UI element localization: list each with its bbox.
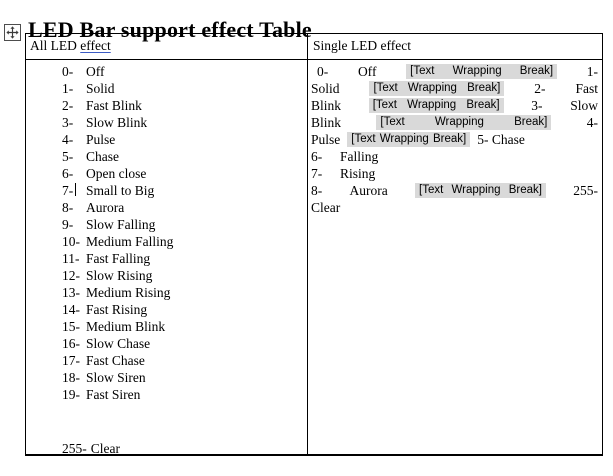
effect-list-item <box>62 352 307 369</box>
effect-list-item <box>62 182 307 199</box>
effect-list-item <box>62 131 307 148</box>
wrapped-text-line <box>311 97 598 114</box>
effect-list-item <box>62 97 307 114</box>
effect-number: 18- <box>62 370 80 385</box>
effect-text: 1- <box>586 64 598 79</box>
effect-list-item <box>62 233 307 250</box>
effect-label: Slow Rising <box>86 268 153 283</box>
effect-label: Medium Rising <box>86 285 171 300</box>
effect-number: 14- <box>62 302 80 317</box>
effect-label: Chase <box>86 149 119 164</box>
effect-list-item <box>62 114 307 131</box>
effect-label: Fast Blink <box>86 98 142 113</box>
effect-label: Clear <box>90 441 120 456</box>
effect-label: Medium Falling <box>86 234 174 249</box>
effect-text: 7- <box>311 166 323 181</box>
effect-label: Fast Chase <box>86 353 145 368</box>
effect-text: 6- <box>311 149 323 164</box>
effect-number: 6- <box>62 166 74 181</box>
all-led-effect-cell <box>26 60 308 454</box>
wrapped-text-line <box>311 63 598 80</box>
wrapped-text-line <box>311 182 598 199</box>
effect-number: 2- <box>62 98 74 113</box>
effect-number: 10- <box>62 234 80 249</box>
effect-list-item <box>62 250 307 267</box>
effect-label: Fast Rising <box>86 302 148 317</box>
effect-label: Small to Big <box>86 183 155 198</box>
effect-text: 8- <box>311 183 323 198</box>
text-caret <box>75 183 76 196</box>
effect-list-item <box>62 165 307 182</box>
text-wrapping-break-marker: [Text Wrapping Break] <box>369 81 504 96</box>
effect-number: 1- <box>62 81 74 96</box>
all-led-effect-footer <box>62 440 307 457</box>
effect-text: 4- <box>586 115 598 130</box>
effect-text: 5- Chase <box>477 132 525 147</box>
effect-text: 255- <box>573 183 598 198</box>
text-wrapping-break-marker: [Text Wrapping Break] <box>369 98 504 113</box>
effect-label: Medium Blink <box>86 319 166 334</box>
effect-number: 4- <box>62 132 74 147</box>
effect-list-item <box>62 369 307 386</box>
effect-number: 16- <box>62 336 80 351</box>
table-body-row <box>26 60 602 454</box>
four-way-move-arrow-icon <box>6 26 19 39</box>
header-effect-underlined: effect <box>80 38 111 53</box>
effect-text: 3- <box>531 98 543 113</box>
effect-text: Blink <box>311 115 342 130</box>
wrapped-text-line <box>311 114 598 131</box>
table-move-handle[interactable] <box>4 24 21 41</box>
effect-list-item <box>62 199 307 216</box>
header-single-led-effect: Single LED effect <box>313 38 411 53</box>
wrapped-text-line <box>311 80 598 97</box>
effect-text: Off <box>357 64 377 79</box>
effect-text: Falling <box>340 149 379 164</box>
effect-number: 12- <box>62 268 80 283</box>
effect-number: 15- <box>62 319 80 334</box>
effect-label: Off <box>86 64 105 79</box>
text-wrapping-break-marker: [Text Wrapping Break] <box>376 115 551 130</box>
effect-table <box>25 33 603 456</box>
effect-text: Slow <box>570 98 598 113</box>
effect-number: 11- <box>62 251 80 266</box>
effect-text: Clear <box>311 200 341 215</box>
effect-number: 5- <box>62 149 74 164</box>
header-all-led-prefix: All LED <box>30 38 81 53</box>
effect-label: Open close <box>86 166 147 181</box>
effect-list-item <box>62 386 307 403</box>
effect-list-item <box>62 335 307 352</box>
effect-number: 0- <box>62 64 74 79</box>
effect-number: 17- <box>62 353 80 368</box>
effect-text: Pulse <box>311 132 341 147</box>
effect-label: Aurora <box>86 200 125 215</box>
single-led-effect-text <box>311 63 598 216</box>
effect-label: Pulse <box>86 132 116 147</box>
table-header-row <box>26 34 602 60</box>
effect-label: Solid <box>86 81 115 96</box>
effect-number: 7- <box>62 183 74 198</box>
page-title: LED Bar support effect Table <box>28 16 312 42</box>
effect-text: Aurora <box>349 183 388 198</box>
effect-list-item <box>62 216 307 233</box>
text-wrapping-break-marker: [Text Wrapping Break] <box>347 132 470 147</box>
effect-list-item <box>62 148 307 165</box>
effect-label: Slow Falling <box>86 217 156 232</box>
wrapped-text-line <box>311 199 598 216</box>
effect-label: Slow Blink <box>86 115 148 130</box>
effect-list-item <box>62 318 307 335</box>
effect-list-item <box>62 440 307 457</box>
effect-label: Fast Siren <box>86 387 141 402</box>
effect-list-item <box>62 301 307 318</box>
effect-text: Blink <box>311 98 342 113</box>
effect-text: 2- <box>534 81 546 96</box>
effect-text: Rising <box>340 166 376 181</box>
wrapped-text-line <box>311 165 598 182</box>
effect-list-item <box>62 267 307 284</box>
effect-number: 19- <box>62 387 80 402</box>
text-wrapping-break-marker: [Text Wrapping Break] <box>406 64 557 79</box>
all-led-effect-list <box>62 63 307 403</box>
text-wrapping-break-marker: [Text Wrapping Break] <box>415 183 546 198</box>
effect-number: 13- <box>62 285 80 300</box>
effect-label: Slow Siren <box>86 370 146 385</box>
effect-list-item <box>62 284 307 301</box>
effect-text: Solid <box>311 81 340 96</box>
effect-text: Fast <box>575 81 598 96</box>
effect-number: 8- <box>62 200 74 215</box>
effect-label: Fast Falling <box>86 251 151 266</box>
wrapped-text-line <box>311 131 598 148</box>
single-led-effect-cell <box>308 60 602 454</box>
effect-text: 0- <box>317 64 329 79</box>
header-all-led-effect <box>26 34 308 59</box>
effect-list-item <box>62 63 307 80</box>
wrapped-text-line <box>311 148 598 165</box>
effect-list-item <box>62 80 307 97</box>
effect-number: 9- <box>62 217 74 232</box>
effect-label: Slow Chase <box>86 336 151 351</box>
effect-number: 255- <box>62 441 87 456</box>
effect-number: 3- <box>62 115 74 130</box>
